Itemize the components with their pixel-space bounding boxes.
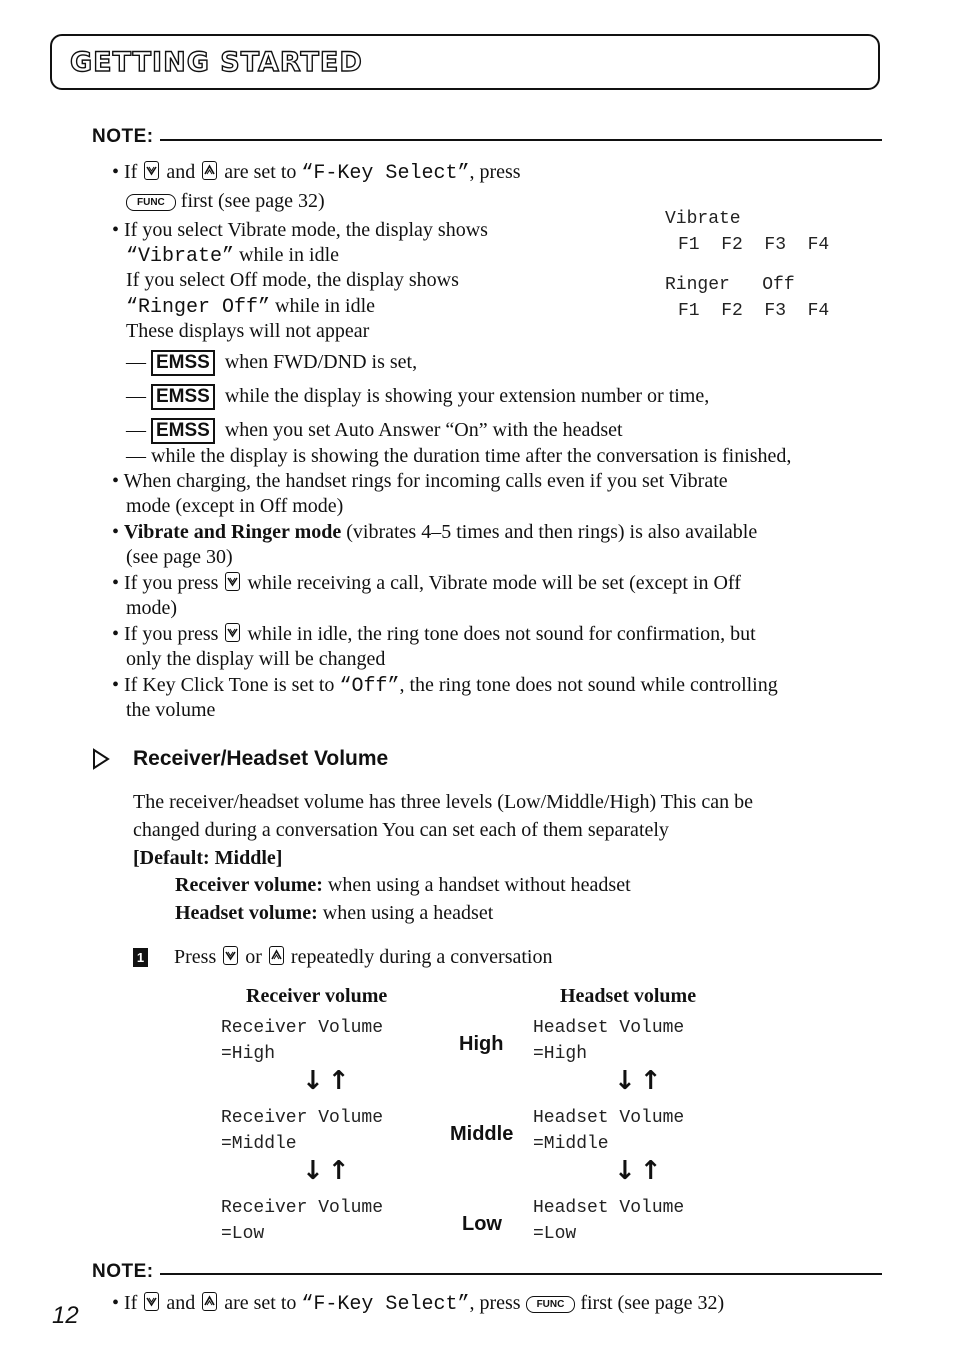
- note-bullet-vibrate-ringer: • Vibrate and Ringer mode (vibrates 4–5 times and then rings) is also available: [112, 521, 758, 543]
- receiver-display-middle-line1: Receiver Volume: [221, 1108, 384, 1128]
- volume-up-key-icon: [269, 946, 284, 965]
- level-label-high: High: [459, 1033, 504, 1055]
- note-bullet-fkey-bottom: • If and are set to “F-Key Select”, press FUNC first (see page 32): [112, 1292, 725, 1316]
- note-bullet-key-click: • If Key Click Tone is set to “Off”, the ring tone does not sound while controlling: [112, 674, 778, 698]
- section-triangle-icon: [92, 748, 110, 775]
- level-label-low: Low: [462, 1213, 502, 1235]
- volume-down-key-icon: [144, 1292, 159, 1311]
- headset-volume-definition: Headset volume: when using a headset: [175, 902, 494, 924]
- note-bullet-press-idle: • If you press while in idle, the ring tone does not sound for confirmation, but: [112, 623, 756, 645]
- headset-display-middle-line1: Headset Volume: [533, 1108, 685, 1128]
- display-ringer-title: Ringer Off: [665, 275, 795, 295]
- headset-arrows-icon: ↓↑: [614, 1066, 666, 1096]
- display-ringer-keys: F1 F2 F3 F4: [678, 301, 830, 321]
- volume-down-key-icon: [144, 161, 159, 180]
- section-paragraph-line1: The receiver/headset volume has three levels (Low/Middle/High) This can be: [133, 791, 753, 813]
- volume-down-key-icon: [225, 623, 240, 642]
- receiver-arrows-icon: ↓↑: [302, 1156, 354, 1186]
- step-number-badge: 1: [133, 948, 148, 967]
- receiver-arrows-icon: ↓↑: [302, 1066, 354, 1096]
- display-vibrate-keys: F1 F2 F3 F4: [678, 235, 830, 255]
- note-bullet-charging: • When charging, the handset rings for incoming calls even if you set Vibrate: [112, 470, 728, 492]
- receiver-display-high-line2: =High: [221, 1044, 276, 1064]
- func-button-icon: FUNC: [526, 1296, 576, 1313]
- display-vibrate-title: Vibrate: [665, 209, 741, 229]
- note-bullet-vibrate: • If you select Vibrate mode, the display shows: [112, 219, 488, 241]
- column-header-receiver: Receiver volume: [246, 985, 388, 1007]
- section-paragraph-line2: changed during a conversation You can set each of them separately: [133, 819, 669, 841]
- note-label: NOTE:: [92, 1261, 154, 1282]
- receiver-display-low-line2: =Low: [221, 1224, 265, 1244]
- headset-display-low-line1: Headset Volume: [533, 1198, 685, 1218]
- column-header-headset: Headset volume: [560, 985, 697, 1007]
- volume-down-key-icon: [223, 946, 238, 965]
- section-title: Receiver/Headset Volume: [133, 747, 389, 770]
- emss-line-fwd: — EMSS when FWD/DND is set,: [126, 350, 417, 376]
- emss-line-auto-answer: — EMSS when you set Auto Answer “On” with the headset: [126, 418, 623, 444]
- note-rule: [160, 1273, 882, 1275]
- note-label: NOTE:: [92, 126, 154, 147]
- note-bullet-fkey: • If and are set to “F-Key Select”, press: [112, 161, 521, 185]
- emss-line-display: — EMSS while the display is showing your extension number or time,: [126, 384, 709, 410]
- emss-badge: EMSS: [151, 418, 215, 444]
- step-instruction: Press or repeatedly during a conversation: [174, 946, 553, 968]
- volume-up-key-icon: [202, 161, 217, 180]
- headset-display-high-line2: =High: [533, 1044, 588, 1064]
- note-bullet-press-receiving: • If you press while receiving a call, Vibrate mode will be set (except in Off: [112, 572, 741, 594]
- receiver-display-high-line1: Receiver Volume: [221, 1018, 384, 1038]
- receiver-volume-definition: Receiver volume: when using a handset without headset: [175, 874, 631, 896]
- note-rule: [160, 139, 882, 141]
- volume-up-key-icon: [202, 1292, 217, 1311]
- emss-badge: EMSS: [151, 384, 215, 410]
- headset-display-low-line2: =Low: [533, 1224, 577, 1244]
- func-button-icon: FUNC: [126, 194, 176, 211]
- headset-display-middle-line2: =Middle: [533, 1134, 609, 1154]
- headset-arrows-icon: ↓↑: [614, 1156, 666, 1186]
- default-value: [Default: Middle]: [133, 847, 283, 869]
- headset-display-high-line1: Headset Volume: [533, 1018, 685, 1038]
- receiver-display-low-line1: Receiver Volume: [221, 1198, 384, 1218]
- volume-down-key-icon: [225, 572, 240, 591]
- dash-line-duration: — while the display is showing the duration time after the conversation is finished,: [126, 445, 792, 467]
- page-number: 12: [52, 1302, 79, 1329]
- note-bullet-fkey-line2: FUNC first (see page 32): [126, 189, 325, 214]
- page-title: GETTING STARTED: [70, 47, 363, 78]
- level-label-middle: Middle: [450, 1123, 514, 1145]
- emss-badge: EMSS: [151, 350, 215, 376]
- receiver-display-middle-line2: =Middle: [221, 1134, 297, 1154]
